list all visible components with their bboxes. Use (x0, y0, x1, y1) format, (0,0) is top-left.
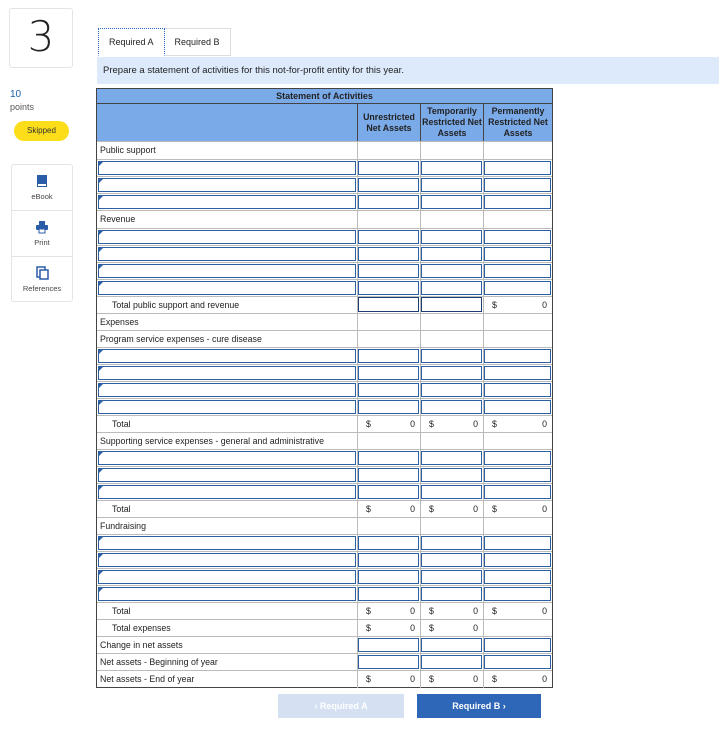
currency-symbol: $ (429, 606, 434, 616)
amount-value: 0 (542, 300, 547, 310)
ebook-button[interactable]: eBook (12, 165, 72, 211)
amount-value: 0 (473, 623, 478, 633)
statement-title: Statement of Activities (97, 89, 552, 104)
row-label: Expenses (100, 317, 139, 327)
total-value (358, 501, 419, 518)
amount-input[interactable] (484, 281, 551, 295)
amount-input[interactable] (421, 553, 482, 567)
total-value (358, 671, 419, 688)
amount-input[interactable] (421, 366, 482, 380)
amount-input[interactable] (484, 161, 551, 175)
amount-input[interactable] (358, 400, 419, 414)
amount-input[interactable] (421, 195, 482, 209)
table-row (97, 551, 552, 568)
table-row (97, 245, 552, 262)
amount-value: 0 (410, 623, 415, 633)
table-row (97, 517, 552, 534)
total-value (484, 501, 551, 518)
currency-symbol: $ (366, 606, 371, 616)
line-item-dropdown[interactable] (98, 366, 356, 380)
total-value (358, 416, 419, 433)
tools-panel (11, 164, 73, 302)
row-label: Total expenses (112, 623, 171, 633)
amount-value: 0 (473, 504, 478, 514)
line-item-dropdown[interactable] (98, 536, 356, 550)
amount-value: 0 (542, 419, 547, 429)
row-label: Total public support and revenue (112, 300, 240, 310)
amount-input[interactable] (484, 570, 551, 584)
amount-input[interactable] (421, 485, 482, 499)
table-row (97, 210, 552, 228)
table-row (97, 330, 552, 347)
currency-symbol: $ (492, 300, 497, 310)
amount-input[interactable] (484, 383, 551, 397)
row-label: Public support (100, 145, 156, 155)
line-item-dropdown[interactable] (98, 349, 356, 363)
table-row (97, 534, 552, 551)
line-item-dropdown[interactable] (98, 281, 356, 295)
references-button[interactable]: References (12, 257, 72, 303)
amount-input[interactable] (421, 178, 482, 192)
amount-input[interactable] (484, 195, 551, 209)
table-row (97, 228, 552, 245)
table-row (97, 466, 552, 483)
line-item-dropdown[interactable] (98, 570, 356, 584)
amount-value: 0 (410, 419, 415, 429)
row-label: Fundraising (100, 521, 146, 531)
line-item-dropdown[interactable] (98, 247, 356, 261)
amount-input[interactable] (421, 638, 482, 652)
amount-value: 0 (473, 419, 478, 429)
total-value (358, 603, 419, 620)
row-label: Net assets - Beginning of year (100, 657, 218, 667)
amount-value: 0 (542, 606, 547, 616)
total-value (484, 603, 551, 620)
currency-symbol: $ (492, 606, 497, 616)
total-value (358, 620, 419, 637)
amount-input[interactable] (358, 161, 419, 175)
printer-icon (35, 220, 49, 234)
currency-symbol: $ (366, 504, 371, 514)
amount-value: 0 (473, 606, 478, 616)
amount-input[interactable] (358, 638, 419, 652)
row-label: Total (112, 504, 131, 514)
amount-value: 0 (410, 674, 415, 684)
table-row (97, 670, 552, 687)
table-row (97, 653, 552, 670)
line-item-dropdown[interactable] (98, 485, 356, 499)
references-icon (35, 266, 49, 280)
currency-symbol: $ (429, 623, 434, 633)
amount-input[interactable] (484, 485, 551, 499)
table-row (97, 313, 552, 330)
currency-symbol: $ (366, 419, 371, 429)
amount-input[interactable] (358, 178, 419, 192)
amount-input[interactable] (358, 587, 419, 601)
amount-input[interactable] (358, 468, 419, 482)
line-item-dropdown[interactable] (98, 400, 356, 414)
table-row (97, 296, 552, 313)
amount-input[interactable] (421, 570, 482, 584)
amount-input[interactable] (358, 485, 419, 499)
amount-input[interactable] (358, 553, 419, 567)
total-input[interactable] (421, 297, 482, 312)
total-value (421, 620, 482, 637)
amount-input[interactable] (421, 349, 482, 363)
status-badge: Skipped (14, 121, 69, 141)
amount-input[interactable] (421, 536, 482, 550)
currency-symbol: $ (492, 674, 497, 684)
table-row (97, 585, 552, 602)
tab-required-b[interactable]: Required B (165, 28, 231, 56)
amount-input[interactable] (484, 587, 551, 601)
row-label: Total (112, 606, 131, 616)
currency-symbol: $ (429, 674, 434, 684)
amount-input[interactable] (421, 451, 482, 465)
total-value (421, 671, 482, 688)
amount-input[interactable] (484, 264, 551, 278)
line-item-dropdown[interactable] (98, 553, 356, 567)
line-item-dropdown[interactable] (98, 178, 356, 192)
amount-input[interactable] (421, 587, 482, 601)
amount-input[interactable] (484, 553, 551, 567)
table-row (97, 568, 552, 585)
table-row (97, 398, 552, 415)
total-value (421, 416, 482, 433)
line-item-dropdown[interactable] (98, 230, 356, 244)
amount-input[interactable] (421, 264, 482, 278)
amount-input[interactable] (421, 383, 482, 397)
amount-input[interactable] (421, 400, 482, 414)
line-item-dropdown[interactable] (98, 195, 356, 209)
row-label: Net assets - End of year (100, 674, 195, 684)
table-row (97, 432, 552, 449)
total-value (484, 297, 551, 314)
currency-symbol: $ (429, 504, 434, 514)
amount-input[interactable] (484, 638, 551, 652)
table-row (97, 159, 552, 176)
amount-input[interactable] (358, 536, 419, 550)
table-row (97, 381, 552, 398)
table-row (97, 602, 552, 619)
amount-input[interactable] (484, 247, 551, 261)
table-row (97, 364, 552, 381)
points-value: 10 (10, 89, 22, 100)
amount-input[interactable] (484, 655, 551, 669)
amount-input[interactable] (358, 570, 419, 584)
currency-symbol: $ (429, 419, 434, 429)
line-item-dropdown[interactable] (98, 468, 356, 482)
line-item-dropdown[interactable] (98, 264, 356, 278)
row-label: Program service expenses - cure disease (100, 334, 262, 344)
currency-symbol: $ (492, 504, 497, 514)
table-row (97, 193, 552, 210)
amount-value: 0 (542, 674, 547, 684)
currency-symbol: $ (492, 419, 497, 429)
tab-required-a[interactable]: Required A (98, 28, 165, 56)
table-row (97, 483, 552, 500)
amount-input[interactable] (484, 366, 551, 380)
currency-symbol: $ (366, 674, 371, 684)
line-item-dropdown[interactable] (98, 451, 356, 465)
amount-input[interactable] (421, 655, 482, 669)
row-label: Supporting service expenses - general and administrative (100, 436, 324, 446)
amount-input[interactable] (358, 264, 419, 278)
amount-value: 0 (542, 504, 547, 514)
next-button[interactable]: Required B › (417, 694, 541, 718)
tab-bar (98, 28, 231, 56)
total-value (421, 603, 482, 620)
question-number-box (9, 8, 73, 68)
amount-input[interactable] (484, 536, 551, 550)
col-permanently-restricted: Permanently Restricted Net Assets (483, 104, 552, 141)
col-unrestricted: Unrestricted Net Assets (357, 104, 420, 141)
amount-input[interactable] (421, 247, 482, 261)
amount-input[interactable] (484, 230, 551, 244)
col-temporarily-restricted: Temporarily Restricted Net Assets (420, 104, 483, 141)
total-input[interactable] (358, 297, 419, 312)
table-row (97, 415, 552, 432)
table-row (97, 636, 552, 653)
question-number: 3 (27, 12, 55, 61)
book-icon (35, 174, 49, 188)
total-value (484, 416, 551, 433)
amount-input[interactable] (358, 383, 419, 397)
total-value (421, 501, 482, 518)
table-row (97, 449, 552, 466)
table-row (97, 262, 552, 279)
points-label: points (10, 102, 35, 112)
amount-value: 0 (410, 606, 415, 616)
amount-input[interactable] (421, 468, 482, 482)
amount-input[interactable] (484, 178, 551, 192)
amount-input[interactable] (358, 281, 419, 295)
print-button[interactable]: Print (12, 211, 72, 257)
table-row (97, 347, 552, 364)
amount-input[interactable] (358, 366, 419, 380)
row-label: Revenue (100, 214, 136, 224)
table-row (97, 141, 552, 159)
row-label: Change in net assets (100, 640, 183, 650)
table-row (97, 176, 552, 193)
amount-value: 0 (410, 504, 415, 514)
amount-input[interactable] (421, 161, 482, 175)
line-item-dropdown[interactable] (98, 161, 356, 175)
amount-input[interactable] (358, 349, 419, 363)
amount-value: 0 (473, 674, 478, 684)
amount-input[interactable] (358, 451, 419, 465)
row-label: Total (112, 419, 131, 429)
amount-input[interactable] (484, 468, 551, 482)
amount-input[interactable] (421, 281, 482, 295)
amount-input[interactable] (358, 195, 419, 209)
prev-button[interactable]: ‹ Required A (278, 694, 404, 718)
amount-input[interactable] (484, 349, 551, 363)
amount-input[interactable] (358, 230, 419, 244)
line-item-dropdown[interactable] (98, 383, 356, 397)
amount-input[interactable] (358, 655, 419, 669)
amount-input[interactable] (358, 247, 419, 261)
statement-sheet (96, 88, 553, 688)
total-value (484, 671, 551, 688)
instruction-text: Prepare a statement of activities for this not-for-profit entity for this year. (97, 57, 719, 84)
amount-input[interactable] (421, 230, 482, 244)
amount-input[interactable] (484, 451, 551, 465)
currency-symbol: $ (366, 623, 371, 633)
table-row (97, 279, 552, 296)
table-row (97, 500, 552, 517)
table-row (97, 619, 552, 636)
amount-input[interactable] (484, 400, 551, 414)
line-item-dropdown[interactable] (98, 587, 356, 601)
